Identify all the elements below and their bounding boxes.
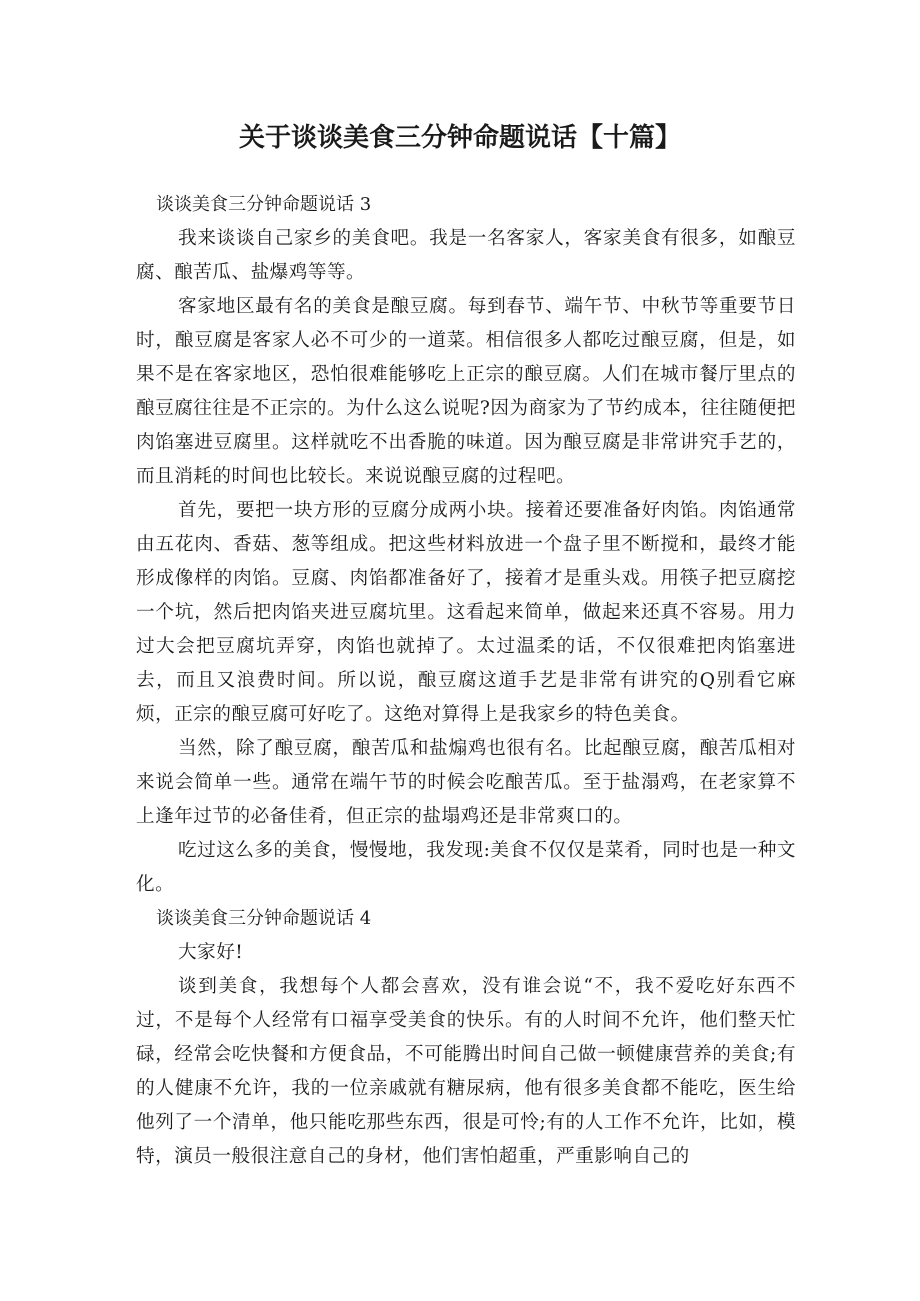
paragraph: 大家好! [178,942,244,963]
section-talk-3 [136,188,796,902]
paragraph: 客家地区最有名的美食是酿豆腐。每到春节、端午节、中秋节等重要节日时，酿豆腐是客家人必不可少的一道菜。相信很多人都吃过酿豆腐，但是，如果不是在客家地区，恐怕很难能够吃上正宗的酿豆腐。人们在城市餐厅里点的酿豆腐往往是不正宗的。为什么这么说呢?因为商家为了节约成本，往往随便把肉馅塞进豆腐里。这样就吃不出香脆的味道。因为酿豆腐是非常讲究手艺的，而且消耗的时间也比较长。来说说酿豆腐的过程吧。 [136,296,796,487]
paragraph: 吃过这么多的美食，慢慢地，我发现:美食不仅仅是菜肴，同时也是一种文化。 [136,840,796,895]
paragraph: 谈到美食，我想每个人都会喜欢，没有谁会说“不，我不爱吃好东西不过，不是每个人经常有口福享受美食的快乐。有的人时间不允许，他们整天忙碌，经常会吃快餐和方便食品，不可能腾出时间自己做一顿健康营养的美食;有的人健康不允许，我的一位亲戚就有糖尿病，他有很多美食都不能吃，医生给他列了一个清单，他只能吃那些东西，很是可怜;有的人工作不允许，比如，模特，演员一般很注意自己的身材，他们害怕超重，严重影响自己的 [136,976,796,1167]
section-heading: 谈谈美食三分钟命题说话 3 [156,194,372,215]
paragraph: 当然，除了酿豆腐，酿苦瓜和盐煽鸡也很有名。比起酿豆腐，酿苦瓜相对来说会简单一些。通常在端午节的时候会吃酿苦瓜。至于盐溻鸡，在老家算不上逢年过节的必备佳肴，但正宗的盐塌鸡还是非常爽口的。 [136,738,796,827]
section-heading: 谈谈美食三分钟命题说话 4 [156,908,372,929]
document-body [136,188,796,1174]
paragraph: 首先，要把一块方形的豆腐分成两小块。接着还要准备好肉馅。肉馅通常由五花肉、香菇、葱等组成。把这些材料放进一个盘子里不断搅和，最终才能形成像样的肉馅。豆腐、肉馅都准备好了，接着才是重头戏。用筷子把豆腐挖一个坑，然后把肉馅夹进豆腐坑里。这看起来简单，做起来还真不容易。用力过大会把豆腐坑弄穿，肉馅也就掉了。太过温柔的话，不仅很难把肉馅塞进去，而且又浪费时间。所以说，酿豆腐这道手艺是非常有讲究的Q别看它麻烦，正宗的酿豆腐可好吃了。这绝对算得上是我家乡的特色美食。 [136,500,796,725]
paragraph: 我来谈谈自己家乡的美食吧。我是一名客家人，客家美食有很多，如酿豆腐、酿苦瓜、盐爆鸡等等。 [136,228,796,283]
document-title: 关于谈谈美食三分钟命题说话【十篇】 [238,123,681,153]
section-talk-4 [136,902,796,1174]
